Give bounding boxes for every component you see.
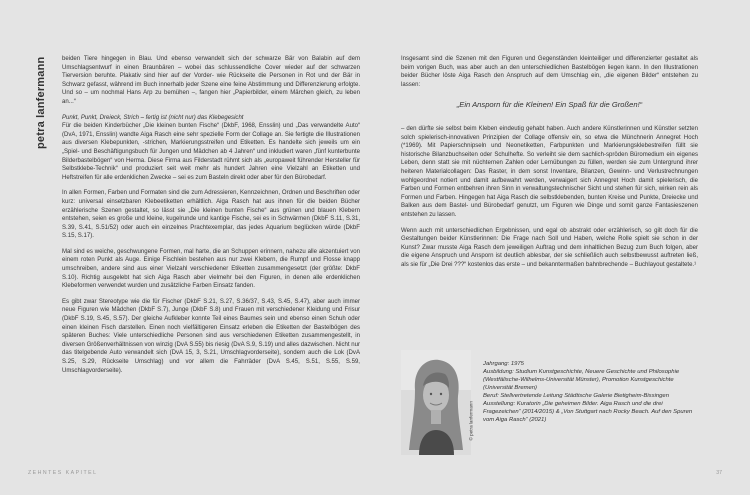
bio-line: Ausstellung: Kuratorin „Die geheimen Bilder. Aiga Rasch und die drei Fragezeichen“ (2014/2015) & „Von Stuttgart nach Rocky Beach. Auf den Spuren vom Aiga Rasch“ (2021) <box>483 401 693 423</box>
author-name: petra lanfermann <box>35 56 47 149</box>
paragraph: Insgesamt sind die Szenen mit den Figuren und Gegenständen kleinteiliger und differenzierter gestaltet als beim vorigen Buch, was aber auch an den unterschiedlichen Bastelbögen liegen kann. In den Illustrationen beider Bücher löste Aiga Rasch den Anspruch auf dem Umschlag ein, „die eigenen Bilder“ entstehen zu lassen: <box>401 56 698 88</box>
author-photo <box>401 350 471 455</box>
paragraph: Für die beiden Kinderbücher „Die kleinen bunten Fische“ (DkbF, 1968, Ensslin) und „Das verwandelte Auto“ (DvA, 1971, Ensslin) wandte Aiga Rasch eine sehr spezielle Form der Collage an. Sie fertigte die Illustrationen aus diversen Klebepunkten, -strichen, Markierungsstreifen und Etiketten. Es handelte sich jeweils um ein „Spiel- und Beschäftigungsbuch für Jungen und Mädchen ab 4 Jahren“ und inkludiert waren „fünf kunterbunte Bilderbastelbögen“ von Herma. Diese Firma aus Filderstadt rühmt sich als „europaweit führender Hersteller für Selbstklebe-Technik“ und produziert seit weit mehr als hundert Jahren eine Vielzahl an Etiketten und Heftstreifen für alle erdenklichen Zwecke – sei es zum Basteln direkt oder aber für den Bürobedarf. <box>62 123 360 181</box>
bio-line: Jahrgang: 1975 <box>483 361 524 367</box>
section-subheading: Punkt, Punkt, Dreieck, Strich – fertig ist (nicht nur) das Klebegesicht <box>62 114 244 121</box>
right-column <box>401 55 698 276</box>
portrait-image <box>401 350 471 455</box>
author-bio <box>401 350 698 460</box>
paragraph: Mal sind es weiche, geschwungene Formen, mal harte, die an Schuppen erinnern, nahezu alle akzentuiert von einem roten Punkt als Auge. Einige Fischlein bestehen aus nur zwei Klebern, die Rumpf und Flosse knapp umschreiben, andere sind aus einer Vielzahl verschiedener Etiketten zusammengesetzt (der größte: DkbF S.10). Richtig ausgelebt hat sich Aiga Rasch aber vielmehr bei den Figuren, in denen alle erdenklichen Klebeformen verwendet wurden und zusätzliche Farben Einsatz fanden. <box>62 248 360 290</box>
photo-credit: © petra lanfermann <box>468 401 474 441</box>
chapter-label: ZEHNTES KAPITEL <box>28 470 98 476</box>
author-side-label <box>34 56 47 150</box>
left-column <box>62 55 360 382</box>
paragraph: beiden Tiere hingegen in Blau. Und ebenso verwandelt sich der schwarze Bär von Balabin auf dem Umschlagsentwurf in einen Braunbären – wobei das schlussendliche Cover wieder auf der schwarzen Tierversion beruhte. Plakativ sind hier auf der Vorder- wie Rückseite die Personen in Rot und der Bär in Schwarz gefasst, während im Buch innerhalb jeder Szene eine feine Abstimmung und Differenzierung erfolgte. Und so – um nochmal Hans Arp zu bemühen –, fangen hier „Papierbilder, einem Märchen gleich, zu leben an...“ <box>62 56 360 105</box>
paragraph: In allen Formen, Farben und Formaten sind die zum Adressieren, Kennzeichnen, Ordnen und Beschriften oder kurz: universal einsetzbaren Klebeetiketten erhältlich. Aiga Rasch hat aus ihnen für die beiden Bücher erzählerische Szenen gestaltet, so lässt sie „Die kleinen bunten Fische“ aus grünen und blauen Klebern entstehen, seien es große und kleine, kugelrunde und kantige Fische, sei es in Schwärmen (DkbF S.11, S.31, S.39, S.41, S.51/52) oder auch ein einzelnes Prachtexemplar, das jedes Aquarium beglücken würde (DkbF S.15, S.17). <box>62 190 360 240</box>
bio-line: Beruf: Stellvertretende Leitung Städtische Galerie Bietigheim-Bissingen <box>483 393 669 399</box>
paragraph: – den dürfte sie selbst beim Kleben eindeutig gehabt haben. Auch andere Künstlerinnen und Künstler setzten solch spielerisch-innovativen Prinzipien der Collage offensiv ein, so etwa die Münchnerin Annegret Hoch (*1969). Mit Papierschnipseln und Neonetiketten, Farbpunkten und Markierungsklebestreifen füllt sie historische Bilanzbuchseiten oder Schulhefte. So verleiht sie dem sachlich-spröden Büromedium ein eigenes Leben, denn statt sie mit nüchternen Zahlen oder Lernübungen zu füllen, werden sie zum Untergrund ihrer heiteren Materialcollagen: Das Raster, in dem sonst Inventare, Bilanzen, Gewinn- und Verlustrechnungen wohlgeordnet notiert und damit aufbewahrt werden, verwaigert sich Annegret Hoch damit spielerisch, die Farben und Formen entbehren ihren Sinn in verwaltungstechnischer Sicht und stehen für sich, wirken rein als Formen und Farben. Hingegen hat Aiga Rasch die selbstklebenden, bunten Kreise und Punkte, Dreiecke und Balken aus dem Bastel- und Bürobedarf genutzt, um Figuren wie Dinge und somit ganze Fantasieszenen entstehen zu lassen. <box>401 125 698 218</box>
bio-text <box>483 360 698 424</box>
pull-quote: „Ein Ansporn für die Kleinen! Ein Spaß für die Großen!“ <box>456 100 643 110</box>
page-number: 37 <box>716 470 722 476</box>
bio-line: Ausbildung: Studium Kunstgeschichte, Neuere Geschichte und Philosophie (Westfälische-Wilhelms-Universität Münster), Promotion Kunstgeschichte (Universität Bremen) <box>483 369 680 391</box>
paragraph: Wenn auch mit unterschiedlichen Ergebnissen, und egal ob abstrakt oder erzählerisch, so gilt doch für die Gestaltungen beider Künstlerinnen: Die Frage nach Soll und Haben, welche Rolle spielt sie schon in der Kunst? Zwar musste Aiga Rasch dem jeweiligen Auftrag und dem inhaltlichen Bezug zum Buch folgen, aber die eigene Anspruch und Ansporn ist deutlich ablesbar, der sie schließlich auch selbstbewusst auftreten ließ, als sie für „Die Drei ???“ kostenlos das erste – und bekanntermaßen bahnbrechende – Buchlayout gestaltete.¹ <box>401 227 698 268</box>
paragraph: Es gibt zwar Stereotype wie die für Fischer (DkbF S.21, S.27, S.36/37, S.43, S.45, S.47), aber auch immer neue Figuren wie Mädchen (DkbF S.7), Junge (DkbF S.8) und Frauen mit verschiedener Kleidung und Frisur (DkbF S.19, S.45, S.57). Der gleiche Aufkleber konnte Teil eines Baumes sein und ebenso einen Schuh oder einen kleinen Fisch darstellen. Einen noch vielfältigeren Einsatz erleben die Etiketten der Bastelbögen des späteren Buches: Viele unterschiedliche Personen sind aus verschiedenen Etiketten zusammengestellt, in diversen Größenverhältnissen von winzig (DvA S.55) bis riesig (DvA S.9, S.19) und alles dazwischen. Nicht nur das titelgebende Auto verwandelt sich (DvA 15, 3, S.21, Umschlagvorderseite), sondern auch die Lok (DvA S.25, S.29, Rückseite Umschlag) und vor allem die Fahrräder (DvA S.45, S.51, S.55, S.59, Umschlagvorderseite). <box>62 298 360 374</box>
